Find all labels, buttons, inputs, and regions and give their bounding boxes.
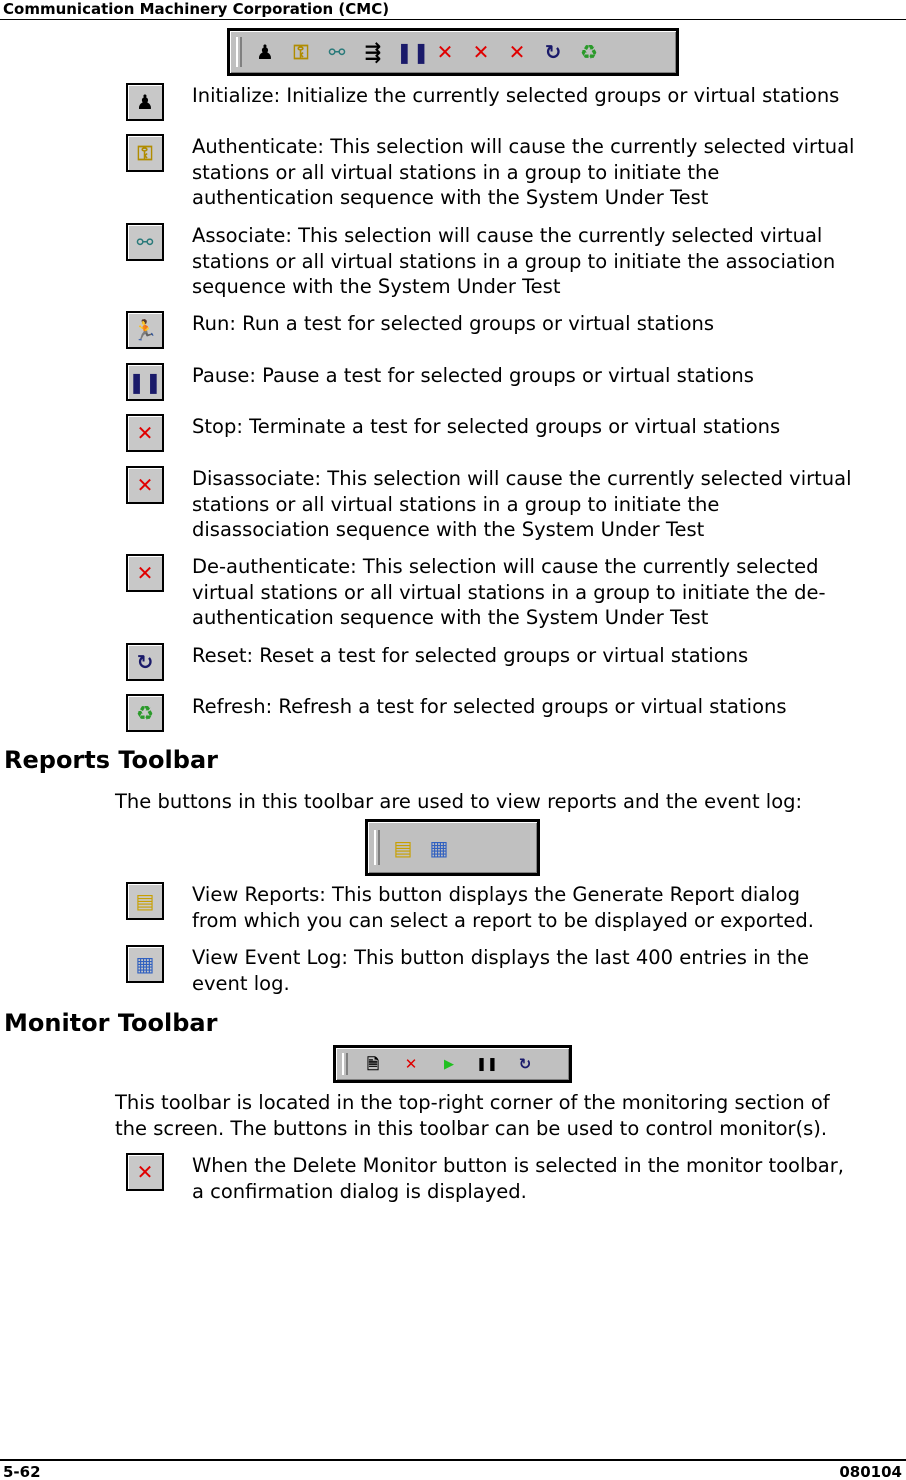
key-icon: ⚿ [293, 40, 309, 64]
event-log-icon: ▦ [126, 945, 164, 983]
key-icon: ⚿ [126, 134, 164, 172]
pause-icon: ❚❚ [476, 1056, 498, 1072]
description-line: authentication sequence with the System Under Test [192, 606, 709, 629]
description-line: Reset: Reset a test for selected groups or virtual stations [192, 644, 749, 667]
stop-icon: ✕ [436, 40, 454, 64]
description-line: View Reports: This button displays the Generate Report dialog [192, 883, 800, 906]
description-line: stations or all virtual stations in a group to initiate the association [192, 249, 836, 273]
description-line: Pause: Pause a test for selected groups or virtual stations [192, 364, 754, 387]
item-description [192, 466, 906, 543]
doc-code: 080104 [839, 1463, 902, 1480]
control-toolbar-image [227, 28, 679, 76]
disassociate-icon: ✕ [472, 40, 490, 64]
refresh-icon: ♻ [126, 694, 164, 732]
item-description [192, 363, 906, 389]
description-line: virtual stations or all virtual stations in a group to initiate the de- [192, 580, 826, 604]
monitor-toolbar-image [333, 1045, 572, 1083]
refresh-icon: ♻ [580, 40, 598, 64]
description-line: Associate: This selection will cause the currently selected virtual [192, 224, 823, 247]
reset-icon: ↻ [518, 1054, 532, 1073]
reports-intro: The buttons in this toolbar are used to view reports and the event log: [115, 790, 803, 813]
view-reports-icon: ▤ [393, 835, 413, 860]
reports-toolbar-image [365, 819, 540, 876]
description-line: Stop: Terminate a test for selected groups or virtual stations [192, 415, 781, 438]
pause-icon: ❚❚ [126, 363, 164, 401]
description-line: stations or all virtual stations in a group to initiate the [192, 492, 720, 516]
item-description [192, 554, 906, 631]
description-line: from which you can select a report to be displayed or exported. [192, 908, 814, 932]
header-rule [0, 19, 906, 20]
monitor-intro-line: the screen. The buttons in this toolbar can be used to control monitor(s). [115, 1116, 828, 1140]
delete-icon: ✕ [404, 1054, 418, 1073]
view-reports-icon: ▤ [126, 882, 164, 920]
monitor-intro [115, 1090, 830, 1141]
reset-icon: ↻ [544, 40, 562, 64]
associate-icon: ⚯ [328, 40, 346, 64]
description-line: De-authenticate: This selection will cause the currently selected [192, 555, 819, 578]
description-line: disassociation sequence with the System Under Test [192, 518, 705, 541]
running-header: Communication Machinery Corporation (CMC) [3, 0, 390, 18]
item-description [192, 882, 906, 933]
run-icon: 🏃 [126, 311, 164, 349]
item-description [192, 134, 906, 211]
monitor-intro-line: This toolbar is located in the top-right corner of the monitoring section of [115, 1091, 830, 1114]
item-description [192, 414, 906, 440]
description-line: Disassociate: This selection will cause the currently selected virtual [192, 467, 852, 490]
person-icon: ♟ [126, 83, 164, 121]
delete-monitor-icon: ✕ [126, 1153, 164, 1191]
disassociate-icon: ✕ [126, 466, 164, 504]
monitor-heading: Monitor Toolbar [4, 1009, 218, 1037]
person-icon: ♟ [256, 40, 274, 64]
footer-rule [0, 1459, 906, 1461]
deauthenticate-icon: ✕ [508, 40, 526, 64]
deauthenticate-icon: ✕ [126, 554, 164, 592]
item-description [192, 945, 906, 996]
reports-heading: Reports Toolbar [4, 746, 218, 774]
description-line: When the Delete Monitor button is selected in the monitor toolbar, [192, 1154, 844, 1177]
description-line: a confirmation dialog is displayed. [192, 1179, 527, 1203]
item-description [192, 311, 906, 337]
pause-icon: ❚❚ [396, 40, 430, 64]
associate-icon: ⚯ [126, 223, 164, 261]
description-line: event log. [192, 971, 290, 995]
event-log-icon: ▦ [429, 835, 449, 860]
description-line: sequence with the System Under Test [192, 275, 561, 298]
description-line: Authenticate: This selection will cause the currently selected virtual [192, 135, 855, 158]
description-line: Run: Run a test for selected groups or virtual stations [192, 312, 715, 335]
item-description [192, 694, 906, 720]
run-icon: ⇶ [364, 40, 382, 64]
item-description [192, 1153, 906, 1204]
item-description [192, 223, 906, 300]
play-icon: ▶ [444, 1056, 454, 1072]
item-description [192, 83, 906, 109]
document-icon: 🗎 [366, 1054, 380, 1073]
stop-icon: ✕ [126, 414, 164, 452]
description-line: stations or all virtual stations in a group to initiate the [192, 160, 720, 184]
toolbar-grip [236, 37, 242, 66]
description-line: authentication sequence with the System Under Test [192, 186, 709, 209]
page-number: 5-62 [3, 1463, 41, 1480]
description-line: View Event Log: This button displays the last 400 entries in the [192, 946, 810, 969]
toolbar-grip [342, 1053, 348, 1075]
reset-icon: ↻ [126, 643, 164, 681]
item-description [192, 643, 906, 669]
description-line: Refresh: Refresh a test for selected groups or virtual stations [192, 695, 787, 718]
toolbar-grip [374, 830, 380, 866]
description-line: Initialize: Initialize the currently selected groups or virtual stations [192, 84, 840, 107]
